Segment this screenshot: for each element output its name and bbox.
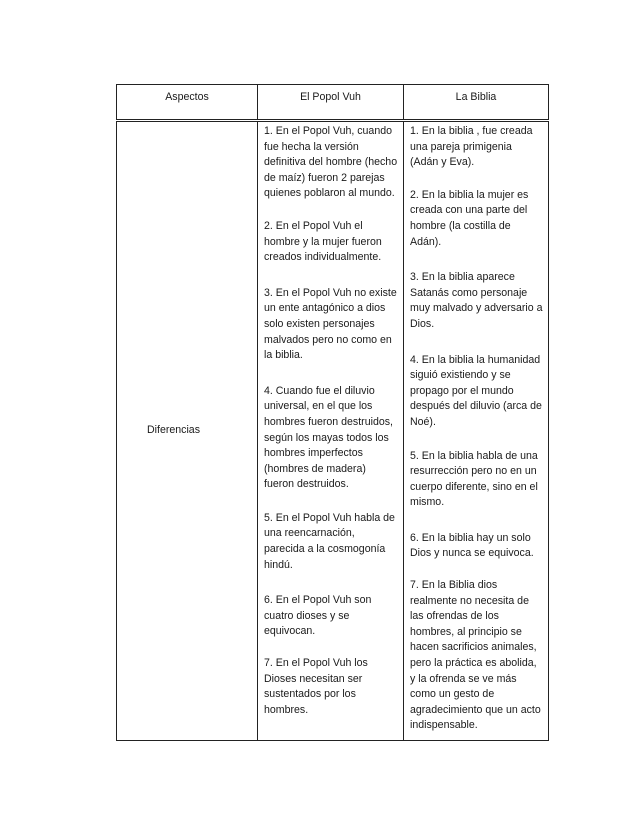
biblia-cell: [404, 121, 549, 741]
header-row: [117, 85, 549, 121]
popol-vuh-item-1: 1. En el Popol Vuh, cuando fue hecha la versión definitiva del hombre (hecho de maíz) fueron 2 parejas quienes poblaron al mundo.: [264, 125, 398, 200]
popol-vuh-item-3: 3. En el Popol Vuh no existe un ente antagónico a dios solo existen personajes malvados pero no como en la biblia.: [264, 286, 397, 362]
biblia-item-7: 7. En la Biblia dios realmente no necesita de las ofrendas de los hombres, al principio se hacen sacrificios animales, pero la práctica es abolida, y la ofrenda se ve más como un gesto de agradecimiento que un acto indispensable.: [410, 579, 541, 732]
biblia-item-5: 5. En la biblia habla de una resurrección pero no en un cuerpo diferente, sino en el mismo.: [410, 449, 538, 509]
biblia-item-2: 2. En la biblia la mujer es creada con una parte del hombre (la costilla de Adán).: [410, 188, 529, 248]
biblia-item-1: 1. En la biblia , fue creada una pareja primigenia (Adán y Eva).: [410, 125, 533, 169]
popol-vuh-item-5: 5. En el Popol Vuh habla de una reencarnación, parecida a la cosmogonía hindú.: [264, 511, 395, 571]
header-biblia: La Biblia: [404, 85, 549, 121]
popol-vuh-item-2: 2. En el Popol Vuh el hombre y la mujer fueron creados individualmente.: [264, 219, 382, 264]
row-label-diferencias: Diferencias: [117, 121, 258, 741]
popol-vuh-item-7: 7. En el Popol Vuh los Dioses necesitan ser sustentados por los hombres.: [264, 657, 368, 716]
comparison-table: [116, 84, 549, 741]
popol-vuh-item-4: 4. Cuando fue el diluvio universal, en el que los hombres fueron destruidos, según los mayas todos los hombres imperfectos (hombres de madera) fueron destruidos.: [264, 384, 393, 491]
differences-row: [117, 121, 549, 741]
header-aspectos: Aspectos: [117, 85, 258, 121]
popol-vuh-cell: [258, 121, 404, 741]
popol-vuh-item-6: 6. En el Popol Vuh son cuatro dioses y se equivocan.: [264, 594, 372, 638]
header-popol-vuh: El Popol Vuh: [258, 85, 404, 121]
biblia-item-4: 4. En la biblia la humanidad siguió existiendo y se propago por el mundo después del diluvio (arca de Noé).: [410, 353, 542, 428]
biblia-item-3: 3. En la biblia aparece Satanás como personaje muy malvado y adversario a Dios.: [410, 271, 543, 330]
biblia-item-6: 6. En la biblia hay un solo Dios y nunca se equivoca.: [410, 531, 534, 560]
